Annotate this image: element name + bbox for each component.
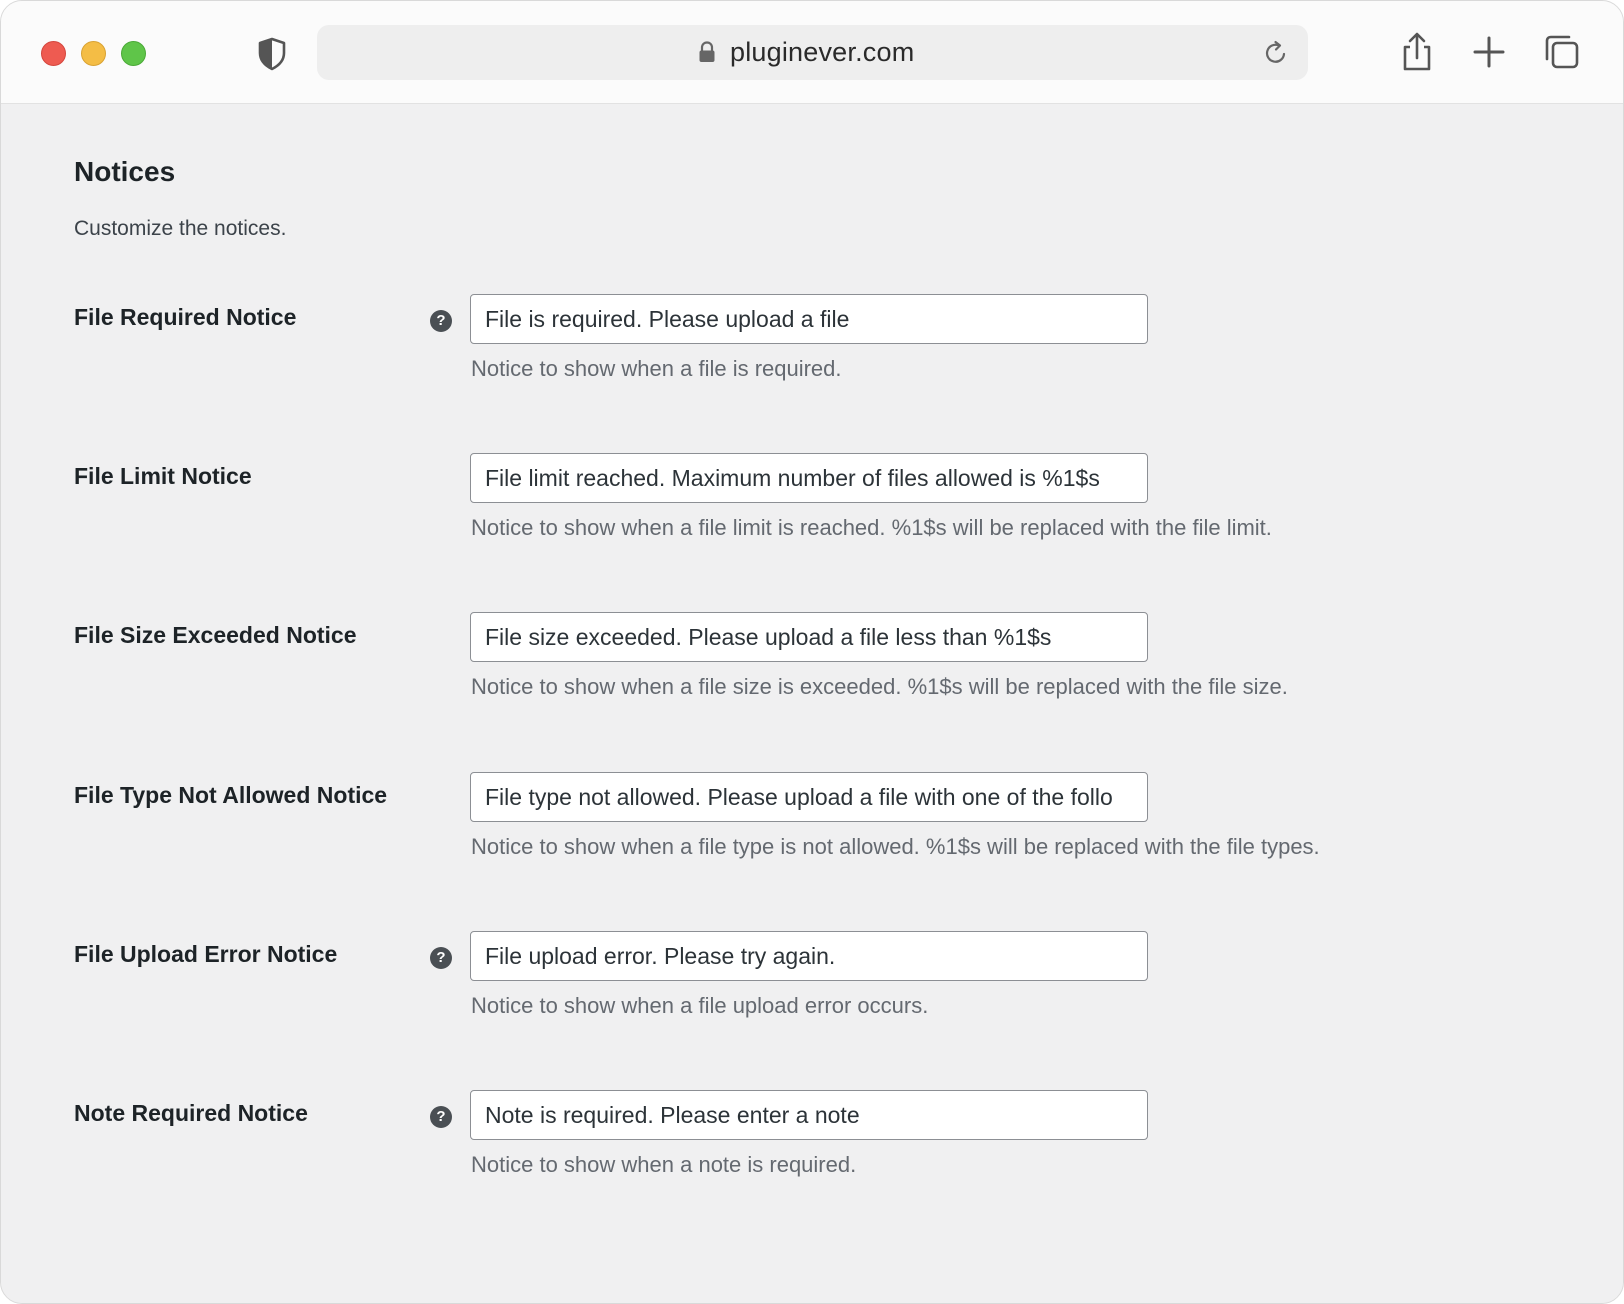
file-required-notice-input[interactable] xyxy=(470,294,1148,344)
setting-label: Note Required Notice xyxy=(74,1100,308,1126)
tab-overview-icon[interactable] xyxy=(1541,31,1581,73)
help-icon[interactable]: ? xyxy=(430,947,452,969)
section-description: Customize the notices. xyxy=(74,217,287,240)
lock-icon xyxy=(698,41,716,63)
page-title: Notices xyxy=(74,156,176,187)
setting-label: File Size Exceeded Notice xyxy=(74,622,357,648)
setting-description: Notice to show when a note is required. xyxy=(471,1152,857,1177)
setting-row-note-required xyxy=(1,1090,1623,1210)
file-type-not-allowed-notice-input[interactable] xyxy=(470,772,1148,822)
file-limit-notice-input[interactable] xyxy=(470,453,1148,503)
setting-label: File Limit Notice xyxy=(74,463,252,489)
setting-row-file-limit xyxy=(1,453,1623,573)
setting-description: Notice to show when a file limit is reached. %1$s will be replaced with the file limit. xyxy=(471,515,1272,540)
setting-row-file-size-exceeded xyxy=(1,612,1623,732)
setting-description: Notice to show when a file is required. xyxy=(471,356,842,381)
setting-description: Notice to show when a file type is not allowed. %1$s will be replaced with the file types. xyxy=(471,834,1320,859)
setting-row-file-required xyxy=(1,294,1623,414)
setting-row-file-type-not-allowed xyxy=(1,772,1623,892)
setting-label: File Type Not Allowed Notice xyxy=(74,782,388,808)
address-bar[interactable] xyxy=(317,25,1308,80)
reload-icon[interactable] xyxy=(1262,39,1290,67)
help-icon[interactable]: ? xyxy=(430,310,452,332)
maximize-window-button[interactable] xyxy=(121,41,146,66)
settings-content xyxy=(1,104,1623,1303)
note-required-notice-input[interactable] xyxy=(470,1090,1148,1140)
file-upload-error-notice-input[interactable] xyxy=(470,931,1148,981)
help-icon[interactable]: ? xyxy=(430,1106,452,1128)
shield-icon[interactable] xyxy=(257,37,287,71)
setting-row-file-upload-error xyxy=(1,931,1623,1051)
minimize-window-button[interactable] xyxy=(81,41,106,66)
share-icon[interactable] xyxy=(1397,31,1437,73)
setting-description: Notice to show when a file size is exceeded. %1$s will be replaced with the file size. xyxy=(471,674,1288,699)
setting-description: Notice to show when a file upload error occurs. xyxy=(471,993,929,1018)
close-window-button[interactable] xyxy=(41,41,66,66)
setting-label: File Upload Error Notice xyxy=(74,941,338,967)
browser-toolbar xyxy=(1,1,1623,104)
setting-label: File Required Notice xyxy=(74,304,297,330)
file-size-exceeded-notice-input[interactable] xyxy=(470,612,1148,662)
url-text: pluginever.com xyxy=(730,37,915,67)
new-tab-icon[interactable] xyxy=(1469,31,1509,73)
